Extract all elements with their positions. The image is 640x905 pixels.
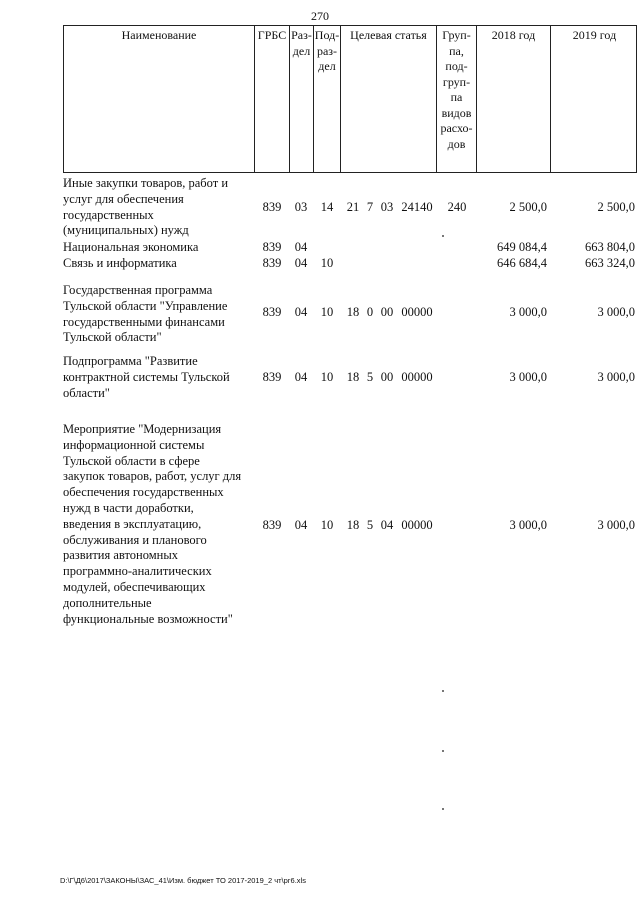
row-cs-event: 03 [380, 200, 394, 214]
row-cs-program: 21 [346, 200, 360, 214]
scan-speck [442, 808, 444, 810]
row-amount-2018: 2 500,0 [509, 200, 547, 214]
row-cs-event: 00 [380, 305, 394, 319]
row-cs-subprogram: 0 [366, 305, 374, 319]
scan-speck [442, 690, 444, 692]
header-razdel: Раз- дел [290, 26, 314, 172]
header-grbs: ГРБС [255, 26, 290, 172]
row-name: Мероприятие "Модернизация информационной системы Тульской области в сфере закупок товаров, работ, услуг для обеспечения государственных нужд в части доработки, введения в эксплуатацию, обслуживания и планового развития автономных программно-аналитических модулей, обеспечивающих дополнительные функциональные возможности" [63, 422, 242, 626]
row-razdel: 04 [294, 240, 308, 254]
row-amount-2018: 646 684,4 [497, 256, 547, 270]
header-name: Наименование [64, 26, 255, 172]
row-razdel: 04 [294, 256, 308, 270]
row-podrazdel: 10 [320, 256, 334, 270]
row-cs-event: 00 [380, 370, 394, 384]
row-grbs: 839 [262, 200, 282, 214]
row-amount-2019: 3 000,0 [597, 518, 635, 532]
row-amount-2019: 2 500,0 [597, 200, 635, 214]
row-name: Национальная экономика [63, 240, 199, 254]
row-razdel: 04 [294, 370, 308, 384]
row-cs-subprogram: 5 [366, 518, 374, 532]
row-cs-direction: 00000 [401, 518, 433, 532]
page-number: 270 [311, 9, 329, 23]
row-grbs: 839 [262, 305, 282, 319]
header-podrazdel: Под- раз- дел [314, 26, 341, 172]
row-amount-2018: 3 000,0 [509, 305, 547, 319]
file-path-footer: D:\Г\Д6\2017\ЗАКОНЫ\ЗАС_41\Изм. бюджет ТО 2017-2019_2 чт\рг6.xls [60, 876, 306, 885]
row-cs-program: 18 [346, 370, 360, 384]
row-razdel: 04 [294, 518, 308, 532]
header-year-2018: 2018 год [477, 26, 551, 172]
row-grbs: 839 [262, 518, 282, 532]
scan-speck [442, 235, 444, 237]
row-name: Подпрограмма "Развитие контрактной системы Тульской области" [63, 354, 230, 400]
row-grbs: 839 [262, 370, 282, 384]
row-razdel: 04 [294, 305, 308, 319]
row-expense-group: 240 [447, 200, 467, 214]
row-amount-2019: 663 324,0 [585, 256, 635, 270]
header-expense-group: Груп- па, под- груп- па видов расхо- дов [437, 26, 477, 172]
row-cs-direction: 00000 [401, 370, 433, 384]
row-name: Государственная программа Тульской области "Управление государственными финансами Тульской области" [63, 283, 228, 345]
row-amount-2018: 649 084,4 [497, 240, 547, 254]
row-amount-2018: 3 000,0 [509, 370, 547, 384]
row-cs-direction: 00000 [401, 305, 433, 319]
row-cs-event: 04 [380, 518, 394, 532]
row-cs-program: 18 [346, 305, 360, 319]
row-razdel: 03 [294, 200, 308, 214]
table-header [63, 25, 637, 173]
row-cs-direction: 24140 [401, 200, 433, 214]
row-amount-2019: 663 804,0 [585, 240, 635, 254]
row-cs-program: 18 [346, 518, 360, 532]
header-target-article: Целевая статья [341, 26, 437, 172]
row-podrazdel: 14 [320, 200, 334, 214]
row-podrazdel: 10 [320, 518, 334, 532]
row-podrazdel: 10 [320, 370, 334, 384]
row-podrazdel: 10 [320, 305, 334, 319]
row-cs-subprogram: 7 [366, 200, 374, 214]
row-name: Связь и информатика [63, 256, 177, 270]
row-grbs: 839 [262, 256, 282, 270]
row-grbs: 839 [262, 240, 282, 254]
row-amount-2019: 3 000,0 [597, 370, 635, 384]
row-amount-2019: 3 000,0 [597, 305, 635, 319]
row-cs-subprogram: 5 [366, 370, 374, 384]
row-amount-2018: 3 000,0 [509, 518, 547, 532]
scan-speck [442, 750, 444, 752]
header-year-2019: 2019 год [572, 28, 617, 42]
row-name: Иные закупки товаров, работ и услуг для обеспечения государственных (муниципальных) нужд [63, 176, 229, 238]
